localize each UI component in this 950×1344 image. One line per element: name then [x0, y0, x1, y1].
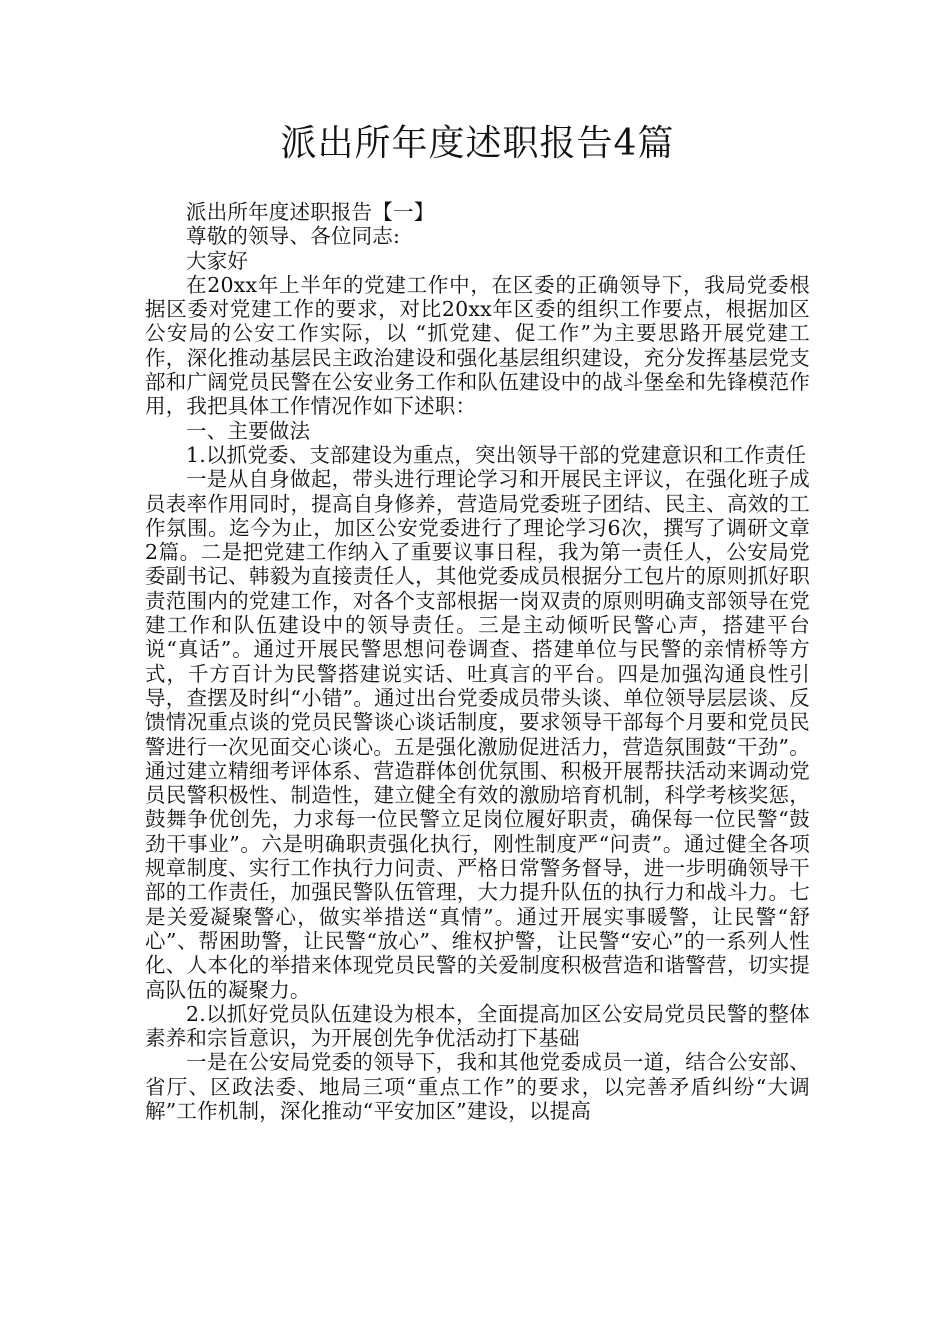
document-body: [145, 200, 810, 1123]
document-title: 派出所年度述职报告4篇: [280, 123, 675, 164]
section-heading: 派出所年度述职报告【一】: [186, 200, 435, 224]
salutation: 尊敬的领导、各位同志:: [186, 224, 401, 249]
subsection-heading: 一、主要做法: [186, 418, 311, 443]
item-heading: 2.以抓好党员队伍建设为根本，全面提高加区公安局党员民警的整体素养和宗旨意识，为开展创先争优活动打下基础: [145, 1001, 810, 1051]
body-paragraph: 一是在公安局党委的领导下，我和其他党委成员一道，结合公安部、省厅、区政法委、地局三项“重点工作”的要求，以完善矛盾纠纷“大调解”工作机制，深化推动“平安加区”建设，以提高: [145, 1050, 810, 1123]
item-heading: 1.以抓党委、支部建设为重点，突出领导干部的党建意识和工作责任: [186, 442, 807, 467]
greeting: 大家好: [186, 248, 249, 273]
document-page: [145, 120, 810, 1123]
intro-paragraph: 在20xx年上半年的党建工作中，在区委的正确领导下，我局党委根据区委对党建工作的要求，对比20xx年区委的组织工作要点，根据加区公安局的公安工作实际，以 “抓党建、促工作”为主要思路开展党建工作，深化推动基层民主政治建设和强化基层组织建设，充分发挥基层党支部和广阔党员民警在公安业务工作和队伍建设中的战斗堡垒和先锋模范作用，我把具体工作情况作如下述职：: [145, 272, 810, 419]
body-paragraph: 一是从自身做起，带头进行理论学习和开展民主评议，在强化班子成员表率作用同时，提高自身修养，营造局党委班子团结、民主、高效的工作氛围。迄今为止，加区公安党委进行了理论学习6次，撰写了调研文章2篇。二是把党建工作纳入了重要议事日程，我为第一责任人，公安局党委副书记、韩毅为直接责任人，其他党委成员根据分工包片的原则抓好职责范围内的党建工作，对各个支部根据一岗双责的原则明确支部领导在党建工作和队伍建设中的领导责任。三是主动倾听民警心声，搭建平台说“真话”。通过开展民警思想问卷调查、搭建单位与民警的亲情桥等方式，千方百计为民警搭建说实话、吐真言的平台。四是加强沟通良性引导，查摆及时纠“小错”。通过出台党委成员带头谈、单位领导层层谈、反馈情况重点谈的党员民警谈心谈话制度，要求领导干部每个月要和党员民警进行一次见面交心谈心。五是强化激励促进活力，营造氛围鼓“干劲”。通过建立精细考评体系、营造群体创优氛围、积极开展帮扶活动来调动党员民警积极性、制造性，建立健全有效的激励培育机制，科学考核奖惩，鼓舞争优创先，力求每一位民警立足岗位履好职责，确保每一位民警“鼓劲干事业”。六是明确职责强化执行，刚性制度严“问责”。通过健全各项规章制度、实行工作执行力问责、严格日常警务督导，进一步明确领导干部的工作责任，加强民警队伍管理，大力提升队伍的执行力和战斗力。七是关爱凝聚警心，做实举措送“真情”。通过开展实事暖警，让民警“舒心”、帮困助警，让民警“放心”、维权护警，让民警“安心”的一系列人性化、人本化的举措来体现党员民警的关爱制度积极营造和谐警营，切实提高队伍的凝聚力。: [145, 467, 810, 1002]
